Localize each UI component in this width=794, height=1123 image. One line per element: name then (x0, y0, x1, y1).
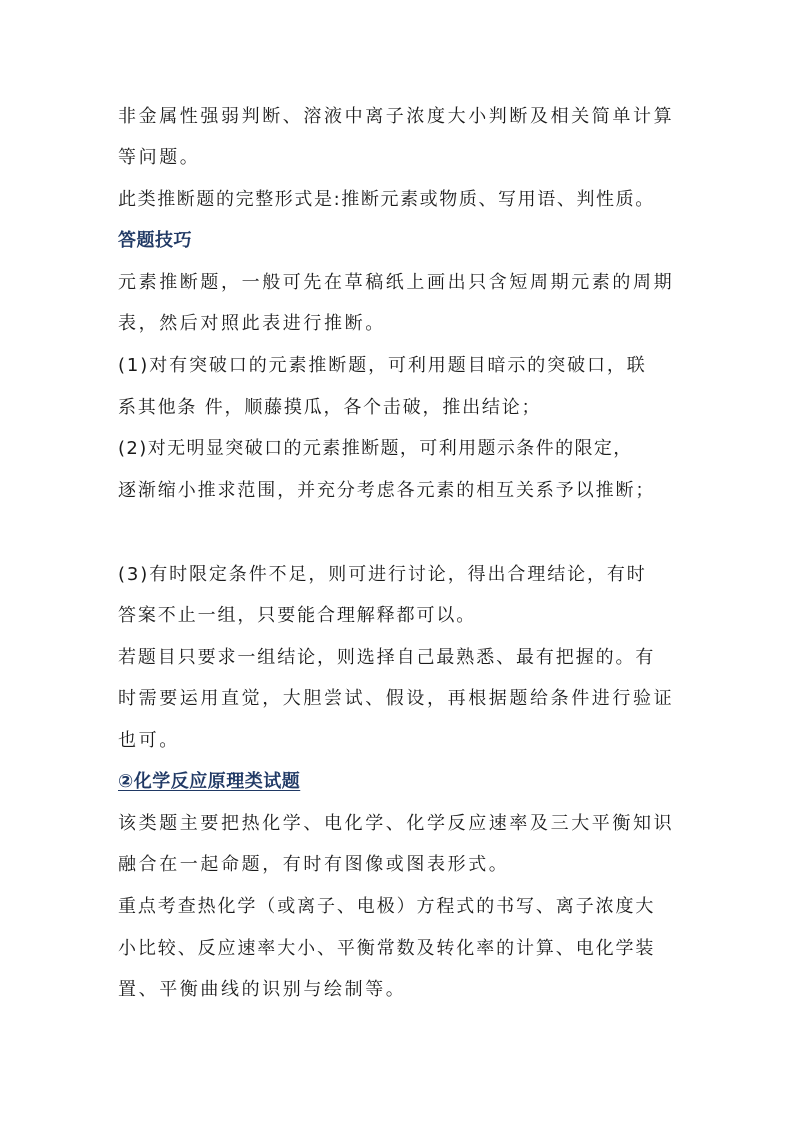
paragraph-line: (2)对无明显突破口的元素推断题，可利用题示条件的限定， (118, 438, 633, 459)
paragraph-line: 非金属性强弱判断、溶液中离子浓度大小判断及相关简单计算 (118, 106, 675, 127)
paragraph-line: 系其他条 件，顺藤摸瓜，各个击破，推出结论； (118, 397, 542, 418)
paragraph-line: (3)有时限定条件不足，则可进行讨论，得出合理结论，有时 (118, 564, 647, 585)
paragraph-line: 答案不止一组，只要能合理解释都可以。 (118, 605, 477, 626)
paragraph-line: 小比较、反应速率大小、平衡常数及转化率的计算、电化学装 (118, 938, 656, 959)
paragraph-line: 等问题。 (118, 147, 201, 168)
paragraph-line: 表，然后对照此表进行推断。 (118, 313, 386, 334)
paragraph-line: 重点考查热化学（或离子、电极）方程式的书写、离子浓度大 (118, 896, 656, 917)
paragraph-line: 元素推断题，一般可先在草稿纸上画出只含短周期元素的周期 (118, 272, 675, 293)
paragraph-line: 逐渐缩小推求范围，并充分考虑各元素的相互关系予以推断； (118, 480, 656, 501)
paragraph-line: 若题目只要求一组结论，则选择自己最熟悉、最有把握的。有 (118, 647, 656, 668)
paragraph-line: 时需要运用直觉，大胆尝试、假设，再根据题给条件进行验证 (118, 688, 675, 709)
paragraph-line: 也可。 (118, 730, 180, 751)
paragraph-line: (1)对有突破口的元素推断题，可利用题目暗示的突破口，联 (118, 355, 647, 376)
section-heading-tips: 答题技巧 (118, 230, 192, 251)
section-heading-reaction-principles: ②化学反应原理类试题 (118, 771, 301, 792)
paragraph-line: 置、平衡曲线的识别与绘制等。 (118, 979, 407, 1000)
paragraph-line: 融合在一起命题，有时有图像或图表形式。 (118, 854, 510, 875)
paragraph-line: 此类推断题的完整形式是:推断元素或物质、写用语、判性质。 (118, 189, 655, 210)
paragraph-line: 该类题主要把热化学、电化学、化学反应速率及三大平衡知识 (118, 813, 675, 834)
